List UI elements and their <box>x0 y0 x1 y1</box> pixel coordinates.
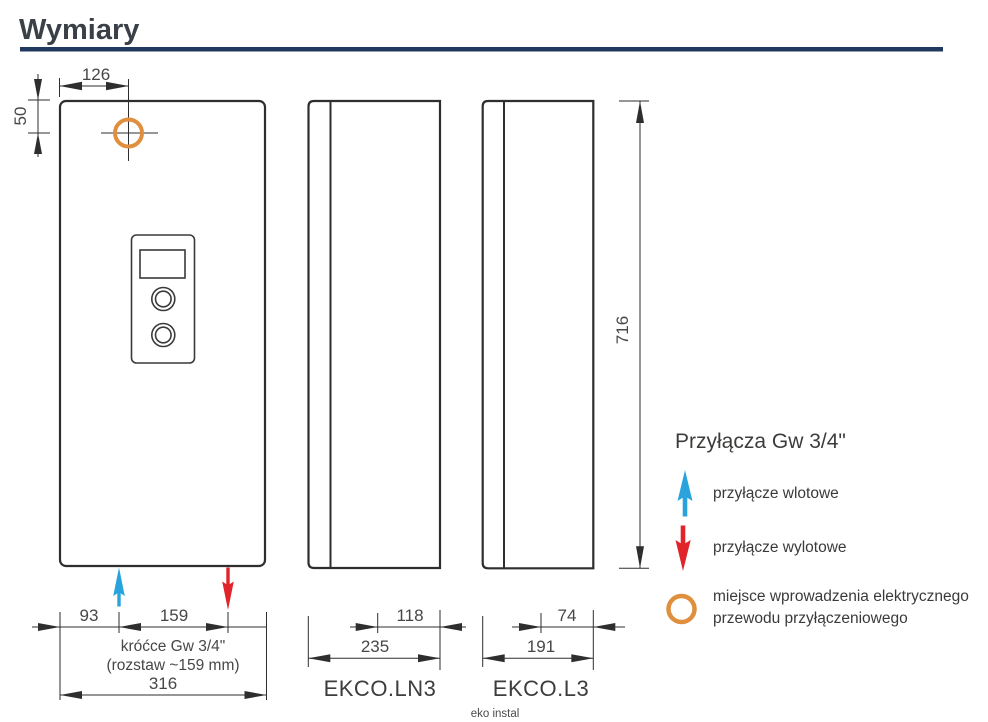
model-label-ekco-ln3: EKCO.LN3 <box>323 676 437 701</box>
outlet-arrow-icon <box>222 568 234 611</box>
dim-126 <box>60 65 129 97</box>
legend-title: Przyłącza Gw 3/4" <box>675 430 846 453</box>
ports-note-line1: króćce Gw 3/4" <box>120 638 226 655</box>
dim-label-50: 50 <box>11 106 30 126</box>
boiler-side-l3-outline <box>483 101 594 568</box>
dim-50 <box>11 74 50 157</box>
legend-inlet-label: przyłącze wlotowe <box>713 485 839 502</box>
legend-outlet-label: przyłącze wylotowe <box>713 539 847 556</box>
dim-label-118: 118 <box>396 606 424 625</box>
side-view-ln3 <box>308 101 466 701</box>
dim-716 <box>613 101 649 568</box>
knob-upper-inner <box>156 291 172 307</box>
legend-electric-label-line2: przewodu przyłączeniowego <box>713 610 908 627</box>
dim-191 <box>483 616 594 667</box>
dim-label-235: 235 <box>360 637 390 656</box>
legend-outlet-arrow-icon <box>676 526 691 572</box>
dim-label-191: 191 <box>526 637 556 656</box>
dim-label-716: 716 <box>613 315 632 345</box>
footer-brand: eko instal <box>470 708 520 720</box>
legend-electric-label-line1: miejsce wprowadzenia elektrycznego <box>713 588 969 605</box>
boiler-side-ln3-outline <box>309 101 441 568</box>
dim-label-159: 159 <box>159 606 189 625</box>
side-view-l3 <box>483 101 625 701</box>
model-label-ekco-l3: EKCO.L3 <box>492 676 590 701</box>
dim-label-74: 74 <box>557 606 577 625</box>
control-panel <box>132 235 195 363</box>
title-underline <box>20 47 943 52</box>
legend <box>669 430 969 627</box>
display-window <box>140 250 185 278</box>
legend-electric-circle-icon <box>669 596 695 622</box>
page-title: Wymiary <box>19 14 140 46</box>
dim-label-316: 316 <box>148 674 178 693</box>
header <box>19 14 943 52</box>
dim-label-126: 126 <box>81 65 111 84</box>
dim-label-93: 93 <box>79 606 99 625</box>
dim-316 <box>60 674 267 699</box>
front-view <box>11 65 267 700</box>
ports-note-line2: (rozstaw ~159 mm) <box>106 657 240 674</box>
legend-inlet-arrow-icon <box>678 470 693 517</box>
knob-lower-inner <box>156 327 172 343</box>
inlet-arrow-icon <box>113 568 125 607</box>
